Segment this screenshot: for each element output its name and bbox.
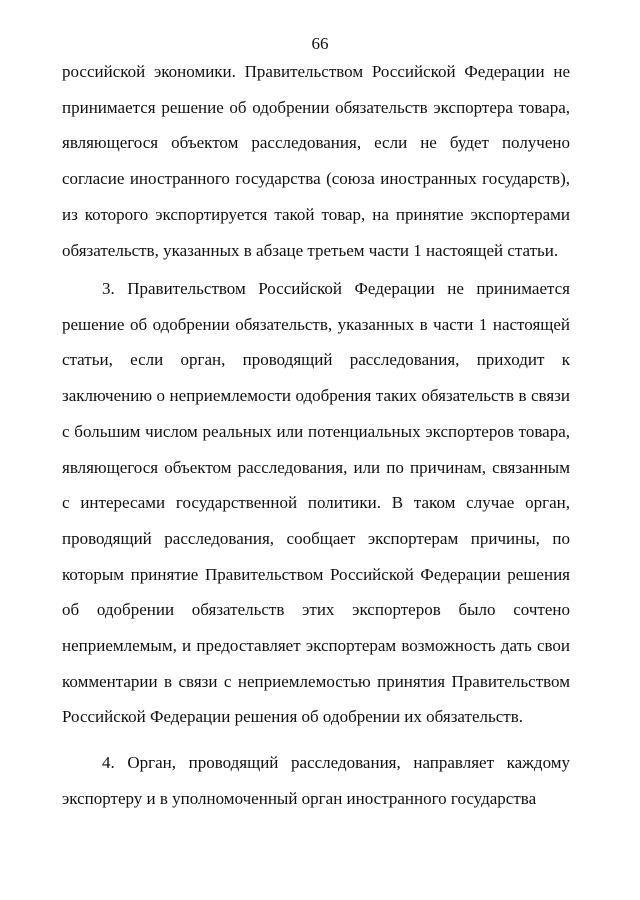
paragraph-4: 4. Орган, проводящий расследования, направляет каждому экспортеру и в уполномоченный орган иностранного государства	[62, 753, 570, 808]
page-number: 66	[311, 34, 329, 53]
paragraph-3: 3. Правительством Российской Федерации не принимается решение об одобрении обязательств, указанных в части 1 настоящей статьи, если орган, проводящий расследования, приходит к заключению о неприемлемости одобрения таких обязательств в связи с большим числом реальных или потенциальных экспортеров товара, являющегося объектом расследования, или по причинам, связанным с интересами государственной политики. В таком случае орган, проводящий расследования, сообщает экспортерам причины, по которым принятие Правительством Российской Федерации решения об одобрении обязательств этих экспортеров было сочтено неприемлемым, и предоставляет экспортерам возможность дать свои комментарии в связи с неприемлемостью принятия Правительством Российской Федерации решения об одобрении их обязательств.	[62, 279, 570, 727]
paragraph-continuation: российской экономики. Правительством Российской Федерации не принимается решение об одобрении обязательств экспортера товара, являющегося объектом расследования, если не будет получено согласие иностранного государства (союза иностранных государств), из которого экспортируется такой товар, на принятие экспортерами обязательств, указанных в абзаце третьем части 1 настоящей статьи.	[62, 62, 570, 260]
